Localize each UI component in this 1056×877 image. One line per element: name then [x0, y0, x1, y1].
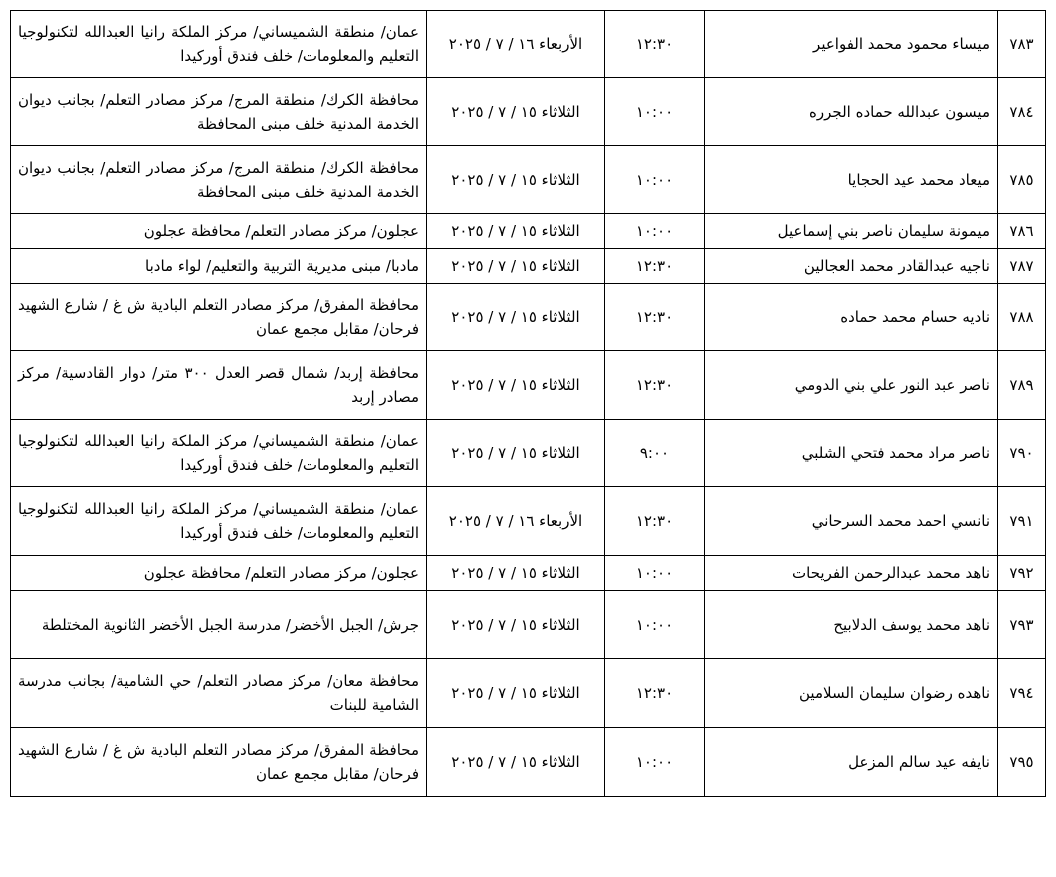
candidate-name: ميسون عبدالله حماده الجرره	[705, 78, 998, 146]
exam-location	[11, 249, 427, 284]
exam-location-text: محافظة المفرق/ مركز مصادر التعلم البادية ش غ / شارع الشهيد فرحان/ مقابل مجمع عمان	[18, 741, 419, 783]
table-row	[11, 728, 1046, 797]
candidate-name: ناهد محمد يوسف الدلابيح	[705, 591, 998, 659]
exam-date: الثلاثاء ١٥ / ٧ / ٢٠٢٥	[427, 249, 605, 284]
row-number: ٧٩٠	[998, 420, 1046, 487]
exam-location	[11, 659, 427, 728]
exam-date: الثلاثاء ١٥ / ٧ / ٢٠٢٥	[427, 556, 605, 591]
candidate-name: ناهده رضوان سليمان السلامين	[705, 659, 998, 728]
row-number: ٧٨٨	[998, 284, 1046, 351]
exam-time: ١٢:٣٠	[605, 11, 705, 78]
candidate-name: ميمونة سليمان ناصر بني إسماعيل	[705, 214, 998, 249]
exam-date: الأربعاء ١٦ / ٧ / ٢٠٢٥	[427, 487, 605, 556]
exam-location-text: عمان/ منطقة الشميساني/ مركز الملكة رانيا العبدالله لتكنولوجيا التعليم والمعلومات/ خلف فندق أوركيدا	[18, 432, 419, 474]
exam-location-text: عمان/ منطقة الشميساني/ مركز الملكة رانيا العبدالله لتكنولوجيا التعليم والمعلومات/ خلف فندق أوركيدا	[18, 23, 419, 65]
row-number: ٧٨٥	[998, 146, 1046, 214]
candidate-name: ناصر مراد محمد فتحي الشلبي	[705, 420, 998, 487]
exam-time: ١٠:٠٠	[605, 556, 705, 591]
exam-schedule-table	[10, 10, 1046, 797]
candidate-name: ناصر عبد النور علي بني الدومي	[705, 351, 998, 420]
exam-time: ١٢:٣٠	[605, 487, 705, 556]
exam-location	[11, 146, 427, 214]
exam-location	[11, 284, 427, 351]
exam-location	[11, 728, 427, 797]
table-row	[11, 146, 1046, 214]
table-row	[11, 214, 1046, 249]
table-row	[11, 11, 1046, 78]
candidate-name: ميعاد محمد عيد الحجايا	[705, 146, 998, 214]
table-row	[11, 659, 1046, 728]
candidate-name: ميساء محمود محمد الفواعير	[705, 11, 998, 78]
exam-location	[11, 214, 427, 249]
exam-time: ١٢:٣٠	[605, 284, 705, 351]
table-row	[11, 78, 1046, 146]
exam-time: ١٠:٠٠	[605, 591, 705, 659]
exam-date: الثلاثاء ١٥ / ٧ / ٢٠٢٥	[427, 284, 605, 351]
exam-location-text: عجلون/ مركز مصادر التعلم/ محافظة عجلون	[143, 222, 419, 240]
exam-time: ١٢:٣٠	[605, 659, 705, 728]
exam-location-text: عجلون/ مركز مصادر التعلم/ محافظة عجلون	[143, 564, 419, 582]
schedule-body	[11, 11, 1046, 797]
row-number: ٧٨٣	[998, 11, 1046, 78]
exam-date: الثلاثاء ١٥ / ٧ / ٢٠٢٥	[427, 351, 605, 420]
exam-location-text: محافظة المفرق/ مركز مصادر التعلم البادية ش غ / شارع الشهيد فرحان/ مقابل مجمع عمان	[18, 296, 419, 338]
table-row	[11, 556, 1046, 591]
candidate-name: نانسي احمد محمد السرحاني	[705, 487, 998, 556]
exam-time: ١٠:٠٠	[605, 146, 705, 214]
table-row	[11, 591, 1046, 659]
row-number: ٧٩٥	[998, 728, 1046, 797]
exam-date: الثلاثاء ١٥ / ٧ / ٢٠٢٥	[427, 146, 605, 214]
row-number: ٧٨٩	[998, 351, 1046, 420]
exam-location	[11, 420, 427, 487]
row-number: ٧٩٣	[998, 591, 1046, 659]
row-number: ٧٨٦	[998, 214, 1046, 249]
row-number: ٧٨٤	[998, 78, 1046, 146]
exam-time: ١٠:٠٠	[605, 728, 705, 797]
table-row	[11, 487, 1046, 556]
table-row	[11, 351, 1046, 420]
exam-time: ٩:٠٠	[605, 420, 705, 487]
candidate-name: ناجيه عبدالقادر محمد العجالين	[705, 249, 998, 284]
exam-location-text: محافظة إربد/ شمال قصر العدل ٣٠٠ متر/ دوار القادسية/ مركز مصادر إربد	[18, 364, 420, 406]
exam-location-text: محافظة الكرك/ منطقة المرج/ مركز مصادر التعلم/ بجانب ديوان الخدمة المدنية خلف مبنى المحافظة	[18, 90, 419, 133]
exam-date: الثلاثاء ١٥ / ٧ / ٢٠٢٥	[427, 214, 605, 249]
exam-location	[11, 11, 427, 78]
exam-location	[11, 487, 427, 556]
exam-time: ١٠:٠٠	[605, 214, 705, 249]
exam-location-text: عمان/ منطقة الشميساني/ مركز الملكة رانيا العبدالله لتكنولوجيا التعليم والمعلومات/ خلف فندق أوركيدا	[18, 500, 419, 542]
row-number: ٧٩٢	[998, 556, 1046, 591]
table-row	[11, 249, 1046, 284]
exam-time: ١٠:٠٠	[605, 78, 705, 146]
exam-location-text: محافظة الكرك/ منطقة المرج/ مركز مصادر التعلم/ بجانب ديوان الخدمة المدنية خلف مبنى المحافظة	[18, 158, 419, 201]
exam-date: الثلاثاء ١٥ / ٧ / ٢٠٢٥	[427, 591, 605, 659]
table-row	[11, 420, 1046, 487]
exam-date: الثلاثاء ١٥ / ٧ / ٢٠٢٥	[427, 78, 605, 146]
exam-location-text: محافظة معان/ مركز مصادر التعلم/ حي الشامية/ بجانب مدرسة الشامية للبنات	[18, 672, 419, 714]
exam-date: الثلاثاء ١٥ / ٧ / ٢٠٢٥	[427, 728, 605, 797]
exam-location-text: جرش/ الجبل الأخضر/ مدرسة الجبل الأخضر الثانوية المختلطة	[41, 615, 419, 634]
exam-date: الأربعاء ١٦ / ٧ / ٢٠٢٥	[427, 11, 605, 78]
candidate-name: نايفه عيد سالم المزعل	[705, 728, 998, 797]
exam-location	[11, 78, 427, 146]
exam-location	[11, 351, 427, 420]
row-number: ٧٨٧	[998, 249, 1046, 284]
exam-date: الثلاثاء ١٥ / ٧ / ٢٠٢٥	[427, 659, 605, 728]
candidate-name: ناهد محمد عبدالرحمن الفريحات	[705, 556, 998, 591]
exam-date: الثلاثاء ١٥ / ٧ / ٢٠٢٥	[427, 420, 605, 487]
row-number: ٧٩٤	[998, 659, 1046, 728]
exam-time: ١٢:٣٠	[605, 351, 705, 420]
table-row	[11, 284, 1046, 351]
exam-location	[11, 591, 427, 659]
row-number: ٧٩١	[998, 487, 1046, 556]
candidate-name: ناديه حسام محمد حماده	[705, 284, 998, 351]
exam-time: ١٢:٣٠	[605, 249, 705, 284]
exam-location-text: مادبا/ مبنى مديرية التربية والتعليم/ لواء مادبا	[145, 257, 419, 275]
exam-location	[11, 556, 427, 591]
